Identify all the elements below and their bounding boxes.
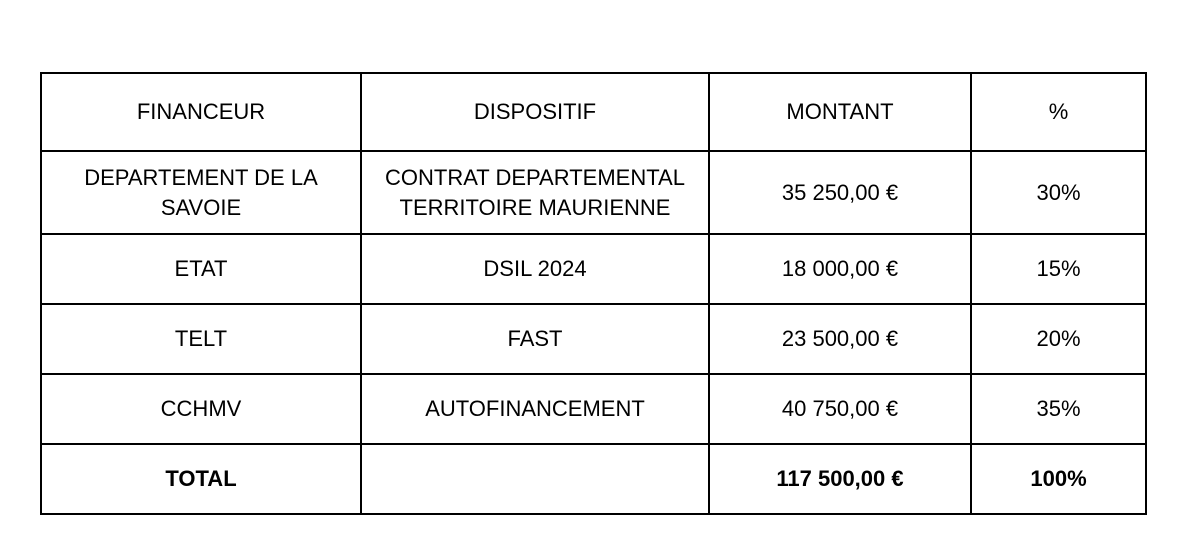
cell-montant: 18 000,00 € (709, 234, 971, 304)
financing-table (40, 72, 1147, 515)
cell-total-label: TOTAL (41, 444, 361, 514)
table-header-row (41, 73, 1146, 151)
cell-financeur: CCHMV (41, 374, 361, 444)
header-montant: MONTANT (709, 73, 971, 151)
cell-percent: 35% (971, 374, 1146, 444)
cell-percent: 15% (971, 234, 1146, 304)
cell-percent: 20% (971, 304, 1146, 374)
table-row (41, 304, 1146, 374)
table-row (41, 374, 1146, 444)
cell-total-dispositif (361, 444, 709, 514)
cell-dispositif: FAST (361, 304, 709, 374)
cell-dispositif: AUTOFINANCEMENT (361, 374, 709, 444)
cell-financeur: ETAT (41, 234, 361, 304)
cell-montant: 35 250,00 € (709, 151, 971, 234)
cell-dispositif: DSIL 2024 (361, 234, 709, 304)
cell-financeur: TELT (41, 304, 361, 374)
header-percent: % (971, 73, 1146, 151)
header-financeur: FINANCEUR (41, 73, 361, 151)
cell-montant: 40 750,00 € (709, 374, 971, 444)
cell-financeur (41, 151, 361, 234)
cell-text: DEPARTEMENT DE LA SAVOIE (84, 164, 318, 220)
table-total-row (41, 444, 1146, 514)
cell-dispositif (361, 151, 709, 234)
table-row (41, 151, 1146, 234)
table-row (41, 234, 1146, 304)
cell-percent: 30% (971, 151, 1146, 234)
header-dispositif: DISPOSITIF (361, 73, 709, 151)
cell-total-montant: 117 500,00 € (709, 444, 971, 514)
cell-total-percent: 100% (971, 444, 1146, 514)
cell-montant: 23 500,00 € (709, 304, 971, 374)
cell-text: CONTRAT DEPARTEMENTAL TERRITOIRE MAURIENNE (385, 164, 685, 220)
